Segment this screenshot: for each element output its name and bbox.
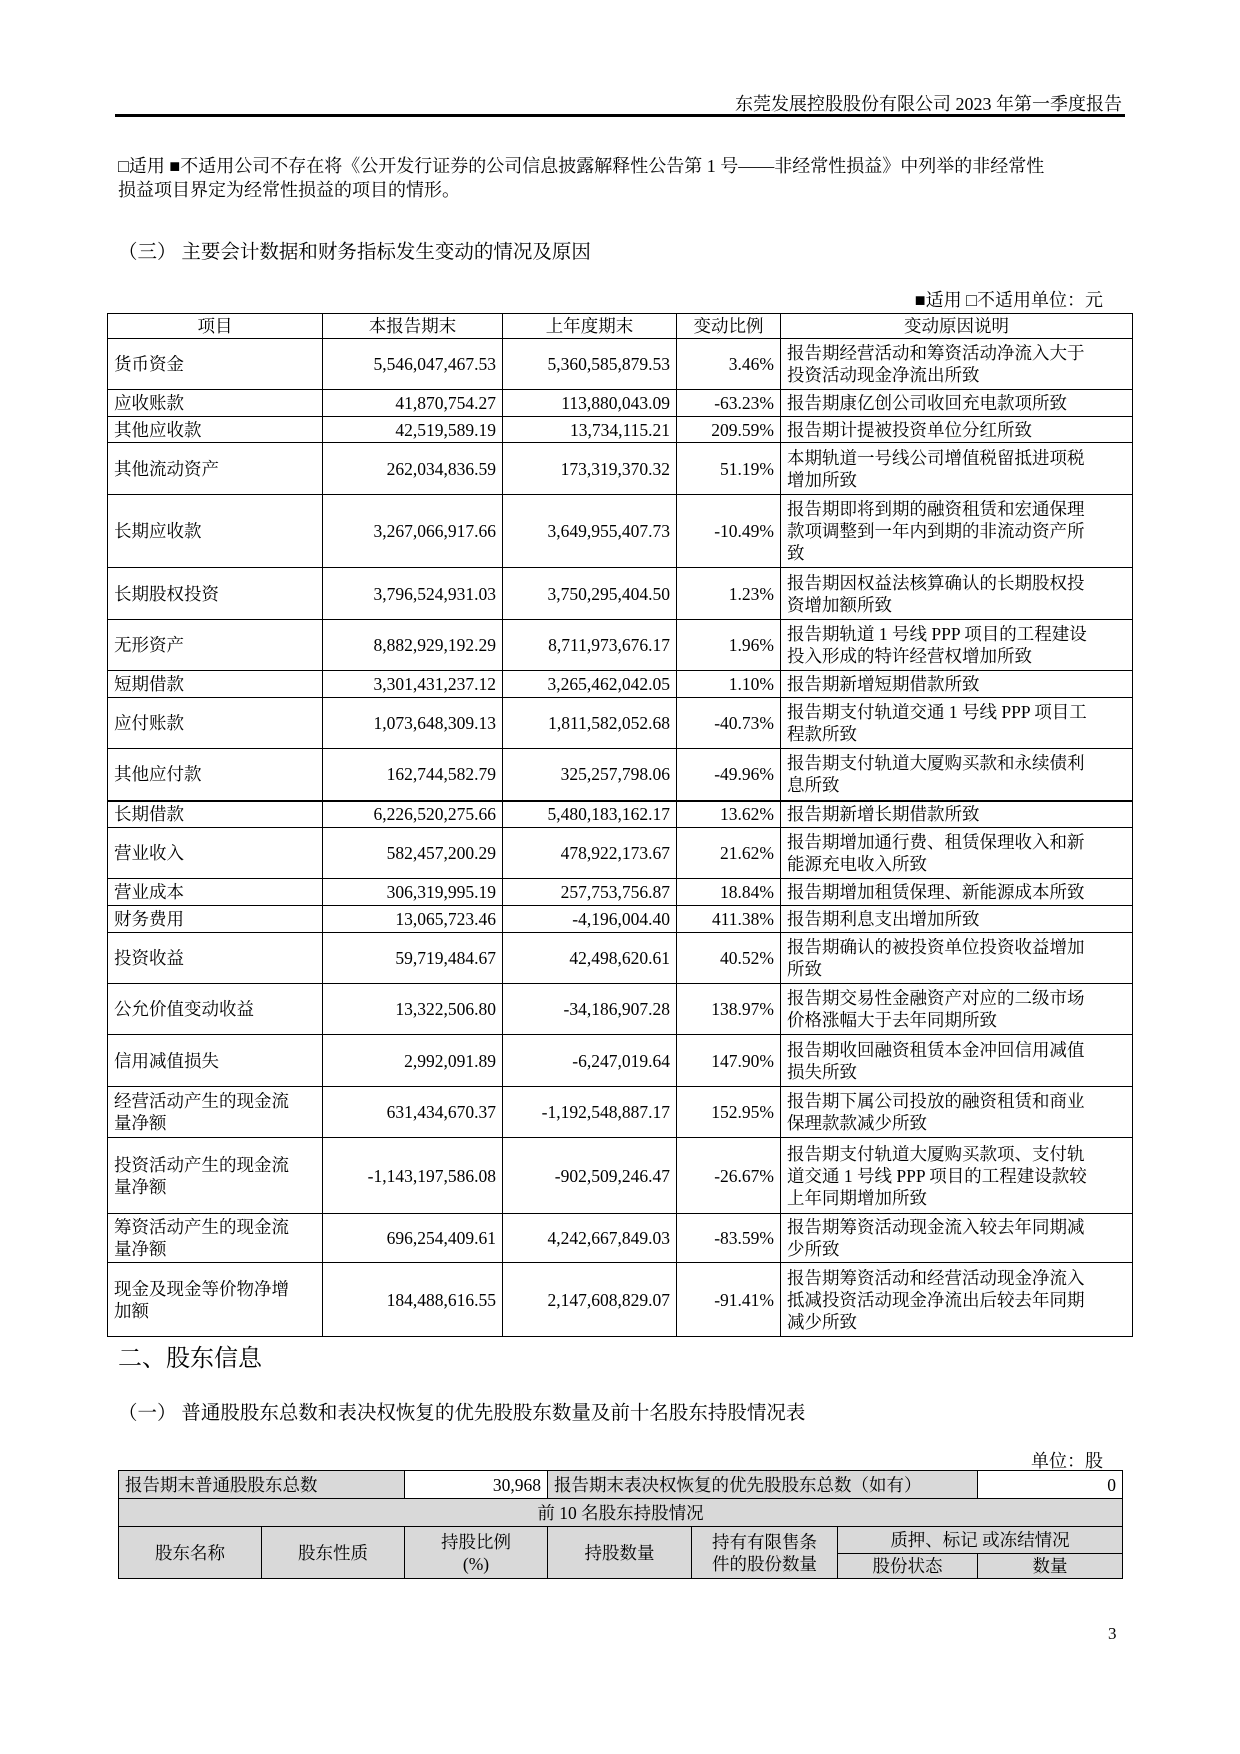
change-ratio-cell: -10.49%	[677, 495, 781, 568]
current-value-cell: 8,882,929,192.29	[323, 620, 503, 671]
common-holders-label: 报告期末普通股股东总数	[119, 1471, 405, 1499]
previous-value-cell: 5,360,585,879.53	[503, 339, 677, 390]
current-value-cell: 13,065,723.46	[323, 906, 503, 933]
previous-value-cell: 3,265,462,042.05	[503, 671, 677, 698]
reason-cell-line: 报告期支付轨道大厦购买款项、支付轨	[787, 1143, 1085, 1164]
reason-cell-line: 报告期支付轨道大厦购买款和永续债利	[787, 753, 1085, 774]
item-cell-line: 其他应收款	[114, 419, 202, 440]
header-ratio: 变动比例	[677, 314, 781, 339]
reason-cell-line: 报告期增加通行费、租赁保理收入和新	[787, 832, 1085, 852]
reason-cell	[781, 495, 1133, 568]
previous-value-cell: 4,242,667,849.03	[503, 1214, 677, 1263]
reason-cell-line: 投资活动现金净流出所致	[787, 365, 980, 385]
table-row	[108, 828, 1133, 879]
previous-value-cell: -902,509,246.47	[503, 1138, 677, 1214]
col-holder-nature: 股东性质	[262, 1527, 405, 1579]
unit-shares: 单位：股	[1031, 1451, 1103, 1471]
item-cell	[108, 417, 323, 443]
preferred-holders-value: 0	[978, 1471, 1123, 1499]
reason-cell-line: 投入形成的特许经营权增加所致	[787, 646, 1032, 666]
reason-cell-line: 资增加额所致	[787, 594, 892, 615]
reason-cell-line: 报告期筹资活动现金流入较去年同期减	[787, 1217, 1085, 1237]
current-value-cell: 184,488,616.55	[323, 1263, 503, 1337]
item-cell	[108, 1263, 323, 1337]
section-title-shareholders: 二、股东信息	[118, 1346, 262, 1372]
reason-cell	[781, 390, 1133, 417]
current-value-cell: 3,796,524,931.03	[323, 568, 503, 620]
table-row	[108, 933, 1133, 984]
item-cell	[108, 828, 323, 879]
reason-cell-line: 上年同期增加所致	[787, 1187, 927, 1208]
col-ratio-line2: (%)	[462, 1553, 490, 1574]
reason-cell	[781, 568, 1133, 620]
reason-cell	[781, 1138, 1133, 1214]
current-value-cell: 59,719,484.67	[323, 933, 503, 984]
item-cell-line: 经营活动产生的现金流	[114, 1091, 289, 1111]
previous-value-cell: 5,480,183,162.17	[503, 801, 677, 828]
section-title-changes: （三） 主要会计数据和财务指标发生变动的情况及原因	[118, 242, 591, 263]
reason-cell-line: 价格涨幅大于去年同期所致	[787, 1010, 997, 1030]
reason-cell-line: 增加所致	[787, 469, 857, 490]
col-holding-ratio	[405, 1527, 548, 1579]
header-reason: 变动原因说明	[781, 314, 1133, 339]
current-value-cell: 631,434,670.37	[323, 1087, 503, 1138]
reason-cell	[781, 417, 1133, 443]
item-cell-line: 其他流动资产	[114, 458, 219, 479]
item-cell-line: 营业收入	[114, 843, 184, 863]
item-cell	[108, 671, 323, 698]
item-cell	[108, 568, 323, 620]
current-value-cell: 2,992,091.89	[323, 1035, 503, 1087]
col-restricted-qty	[692, 1527, 838, 1579]
table-row	[108, 879, 1133, 906]
item-cell-line: 投资活动产生的现金流	[114, 1154, 289, 1175]
previous-value-cell: 42,498,620.61	[503, 933, 677, 984]
change-ratio-cell: 13.62%	[677, 801, 781, 828]
reason-cell-line: 程款所致	[787, 724, 857, 744]
current-value-cell: 3,301,431,237.12	[323, 671, 503, 698]
current-value-cell: 42,519,589.19	[323, 417, 503, 443]
previous-value-cell: 3,750,295,404.50	[503, 568, 677, 620]
previous-value-cell: -1,192,548,887.17	[503, 1087, 677, 1138]
shareholder-count-row	[119, 1471, 1123, 1499]
reason-cell-line: 报告期经营活动和筹资活动净流入大于	[787, 343, 1085, 363]
item-cell-line: 加额	[114, 1300, 149, 1321]
column-header-row	[119, 1527, 1123, 1554]
reason-cell	[781, 620, 1133, 671]
table-row	[108, 801, 1133, 828]
reason-cell-line: 报告期增加租赁保理、新能源成本所致	[787, 882, 1085, 902]
item-cell	[108, 339, 323, 390]
col-restricted-line1: 持有有限售条	[712, 1531, 817, 1552]
change-ratio-cell: 1.96%	[677, 620, 781, 671]
change-ratio-cell: 138.97%	[677, 984, 781, 1035]
current-value-cell: 582,457,200.29	[323, 828, 503, 879]
table-row	[108, 1263, 1133, 1337]
previous-value-cell: -4,196,004.40	[503, 906, 677, 933]
table-row	[108, 620, 1133, 671]
table-row	[108, 1214, 1133, 1263]
change-ratio-cell: 1.10%	[677, 671, 781, 698]
item-cell-line: 长期借款	[114, 804, 184, 825]
item-cell	[108, 698, 323, 749]
item-cell	[108, 749, 323, 801]
reason-cell	[781, 671, 1133, 698]
preferred-holders-label: 报告期末表决权恢复的优先股股东总数（如有）	[548, 1471, 978, 1499]
reason-cell-line: 抵减投资活动现金净流出后较去年同期	[787, 1289, 1085, 1310]
item-cell-line: 公允价值变动收益	[114, 999, 254, 1019]
col-ratio-line1: 持股比例	[441, 1531, 511, 1552]
change-ratio-cell: 40.52%	[677, 933, 781, 984]
table-row	[108, 390, 1133, 417]
change-ratio-cell: -26.67%	[677, 1138, 781, 1214]
item-cell	[108, 495, 323, 568]
current-value-cell: 5,546,047,467.53	[323, 339, 503, 390]
previous-value-cell: -34,186,907.28	[503, 984, 677, 1035]
change-ratio-cell: 152.95%	[677, 1087, 781, 1138]
change-ratio-cell: 3.46%	[677, 339, 781, 390]
change-ratio-cell: -40.73%	[677, 698, 781, 749]
current-value-cell: 696,254,409.61	[323, 1214, 503, 1263]
reason-cell	[781, 1087, 1133, 1138]
item-cell	[108, 620, 323, 671]
previous-value-cell: 478,922,173.67	[503, 828, 677, 879]
reason-cell	[781, 984, 1133, 1035]
change-ratio-cell: -49.96%	[677, 749, 781, 801]
reason-cell-line: 致	[787, 543, 805, 563]
page-number: 3	[1108, 1624, 1117, 1643]
reason-cell-line: 报告期确认的被投资单位投资收益增加	[787, 937, 1085, 957]
current-value-cell: 1,073,648,309.13	[323, 698, 503, 749]
item-cell-line: 其他应付款	[114, 764, 202, 785]
reason-cell-line: 减少所致	[787, 1311, 857, 1332]
reason-cell-line: 报告期因权益法核算确认的长期股权投	[787, 572, 1085, 593]
item-cell-line: 营业成本	[114, 882, 184, 902]
reason-cell-line: 报告期新增长期借款所致	[787, 804, 980, 825]
table-row	[108, 495, 1133, 568]
reason-cell-line: 报告期下属公司投放的融资租赁和商业	[787, 1091, 1085, 1111]
table-row	[108, 984, 1133, 1035]
table-row	[108, 1138, 1133, 1214]
item-cell-line: 应付账款	[114, 713, 184, 733]
reason-cell	[781, 749, 1133, 801]
item-cell-line: 量净额	[114, 1113, 167, 1133]
col-restricted-line2: 件的股份数量	[712, 1553, 817, 1574]
item-cell	[108, 1087, 323, 1138]
item-cell-line: 现金及现金等价物净增	[114, 1278, 289, 1299]
change-ratio-cell: 147.90%	[677, 1035, 781, 1087]
reason-cell-line: 报告期利息支出增加所致	[787, 909, 980, 929]
reason-cell	[781, 879, 1133, 906]
reason-cell-line: 道交通 1 号线 PPP 项目的工程建设款较	[787, 1165, 1087, 1186]
header-item: 项目	[108, 314, 323, 339]
change-ratio-cell: -63.23%	[677, 390, 781, 417]
previous-value-cell: 13,734,115.21	[503, 417, 677, 443]
item-cell	[108, 906, 323, 933]
reason-cell-line: 损失所致	[787, 1061, 857, 1082]
previous-value-cell: 3,649,955,407.73	[503, 495, 677, 568]
common-holders-value: 30,968	[405, 1471, 548, 1499]
reason-cell	[781, 698, 1133, 749]
current-value-cell: 262,034,836.59	[323, 443, 503, 495]
reason-cell	[781, 906, 1133, 933]
item-cell-line: 筹资活动产生的现金流	[114, 1217, 289, 1237]
header-current: 本报告期末	[323, 314, 503, 339]
table-row	[108, 749, 1133, 801]
current-value-cell: 41,870,754.27	[323, 390, 503, 417]
item-cell-line: 投资收益	[114, 948, 184, 968]
previous-value-cell: 2,147,608,829.07	[503, 1263, 677, 1337]
current-value-cell: 306,319,995.19	[323, 879, 503, 906]
reason-cell-line: 少所致	[787, 1239, 840, 1259]
change-ratio-cell: -83.59%	[677, 1214, 781, 1263]
reason-cell	[781, 443, 1133, 495]
reason-cell-line: 息所致	[787, 775, 840, 796]
current-value-cell: 162,744,582.79	[323, 749, 503, 801]
table-row	[108, 698, 1133, 749]
reason-cell	[781, 828, 1133, 879]
reason-cell-line: 保理款款减少所致	[787, 1113, 927, 1133]
table-row	[108, 671, 1133, 698]
item-cell	[108, 390, 323, 417]
change-ratio-cell: 1.23%	[677, 568, 781, 620]
previous-value-cell: 8,711,973,676.17	[503, 620, 677, 671]
change-ratio-cell: 209.59%	[677, 417, 781, 443]
reason-cell	[781, 933, 1133, 984]
reason-cell-line: 报告期即将到期的融资租赁和宏通保理	[787, 499, 1085, 519]
reason-cell	[781, 1263, 1133, 1337]
previous-value-cell: 257,753,756.87	[503, 879, 677, 906]
change-ratio-cell: -91.41%	[677, 1263, 781, 1337]
previous-value-cell: -6,247,019.64	[503, 1035, 677, 1087]
reason-cell	[781, 1214, 1133, 1263]
item-cell	[108, 801, 323, 828]
item-cell	[108, 1214, 323, 1263]
table-row	[108, 906, 1133, 933]
applicability-unit: ■适用 □不适用单位：元	[914, 290, 1103, 310]
reason-cell-line: 能源充电收入所致	[787, 854, 927, 874]
item-cell-line: 长期应收款	[114, 521, 202, 541]
table-row	[108, 1087, 1133, 1138]
shareholder-table	[118, 1470, 1123, 1579]
item-cell-line: 信用减值损失	[114, 1050, 219, 1071]
change-ratio-cell: 18.84%	[677, 879, 781, 906]
reason-cell-line: 报告期收回融资租赁本金冲回信用减值	[787, 1039, 1085, 1060]
header-previous: 上年度期末	[503, 314, 677, 339]
item-cell-line: 无形资产	[114, 635, 184, 655]
reason-cell-line: 报告期轨道 1 号线 PPP 项目的工程建设	[787, 624, 1087, 644]
item-cell	[108, 879, 323, 906]
item-cell	[108, 1138, 323, 1214]
item-cell	[108, 1035, 323, 1087]
top10-title-row	[119, 1499, 1123, 1527]
table-row	[108, 1035, 1133, 1087]
top10-title: 前 10 名股东持股情况	[119, 1499, 1123, 1527]
item-cell	[108, 933, 323, 984]
reason-cell	[781, 801, 1133, 828]
table-header-row	[108, 314, 1133, 339]
reason-cell	[781, 1035, 1133, 1087]
col-pledge: 质押、标记 或冻结情况	[838, 1527, 1123, 1554]
item-cell	[108, 984, 323, 1035]
reason-cell-line: 报告期支付轨道交通 1 号线 PPP 项目工	[787, 702, 1087, 722]
col-share-status: 股份状态	[838, 1554, 978, 1579]
reason-cell-line: 本期轨道一号线公司增值税留抵进项税	[787, 447, 1085, 468]
previous-value-cell: 173,319,370.32	[503, 443, 677, 495]
col-holding-qty: 持股数量	[548, 1527, 692, 1579]
reason-cell-line: 报告期交易性金融资产对应的二级市场	[787, 988, 1085, 1008]
header-divider	[115, 114, 1125, 117]
table-row	[108, 417, 1133, 443]
previous-value-cell: 325,257,798.06	[503, 749, 677, 801]
item-cell-line: 应收账款	[114, 393, 184, 413]
reason-cell-line: 所致	[787, 959, 822, 979]
reason-cell-line: 款项调整到一年内到期的非流动资产所	[787, 521, 1085, 541]
nonrecurring-note-line1: □适用 ■不适用公司不存在将《公开发行证券的公司信息披露解释性公告第 1 号——非经常性损益》中列举的非经常性	[118, 156, 1045, 176]
current-value-cell: 3,267,066,917.66	[323, 495, 503, 568]
current-value-cell: -1,143,197,586.08	[323, 1138, 503, 1214]
table-row	[108, 339, 1133, 390]
reason-cell-line: 报告期新增短期借款所致	[787, 674, 980, 694]
reason-cell	[781, 339, 1133, 390]
item-cell-line: 短期借款	[114, 674, 184, 694]
reason-cell-line: 报告期计提被投资单位分红所致	[787, 419, 1032, 440]
table-row	[108, 443, 1133, 495]
item-cell	[108, 443, 323, 495]
col-holder-name: 股东名称	[119, 1527, 262, 1579]
reason-cell-line: 报告期康亿创公司收回充电款项所致	[787, 393, 1067, 413]
current-value-cell: 6,226,520,275.66	[323, 801, 503, 828]
table-row	[108, 568, 1133, 620]
change-ratio-cell: 21.62%	[677, 828, 781, 879]
financial-changes-table	[107, 313, 1133, 1337]
item-cell-line: 货币资金	[114, 354, 184, 374]
previous-value-cell: 1,811,582,052.68	[503, 698, 677, 749]
change-ratio-cell: 411.38%	[677, 906, 781, 933]
change-ratio-cell: 51.19%	[677, 443, 781, 495]
col-pledge-count: 数量	[978, 1554, 1123, 1579]
previous-value-cell: 113,880,043.09	[503, 390, 677, 417]
report-header-title: 东莞发展控股股份有限公司 2023 年第一季度报告	[735, 94, 1122, 114]
item-cell-line: 长期股权投资	[114, 583, 219, 604]
item-cell-line: 量净额	[114, 1176, 167, 1197]
reason-cell-line: 报告期筹资活动和经营活动现金净流入	[787, 1267, 1085, 1288]
section-title-shareholder-table: （一） 普通股股东总数和表决权恢复的优先股股东数量及前十名股东持股情况表	[118, 1403, 806, 1424]
item-cell-line: 财务费用	[114, 909, 184, 929]
nonrecurring-note-line2: 损益项目界定为经常性损益的项目的情形。	[118, 180, 460, 200]
item-cell-line: 量净额	[114, 1239, 167, 1259]
current-value-cell: 13,322,506.80	[323, 984, 503, 1035]
